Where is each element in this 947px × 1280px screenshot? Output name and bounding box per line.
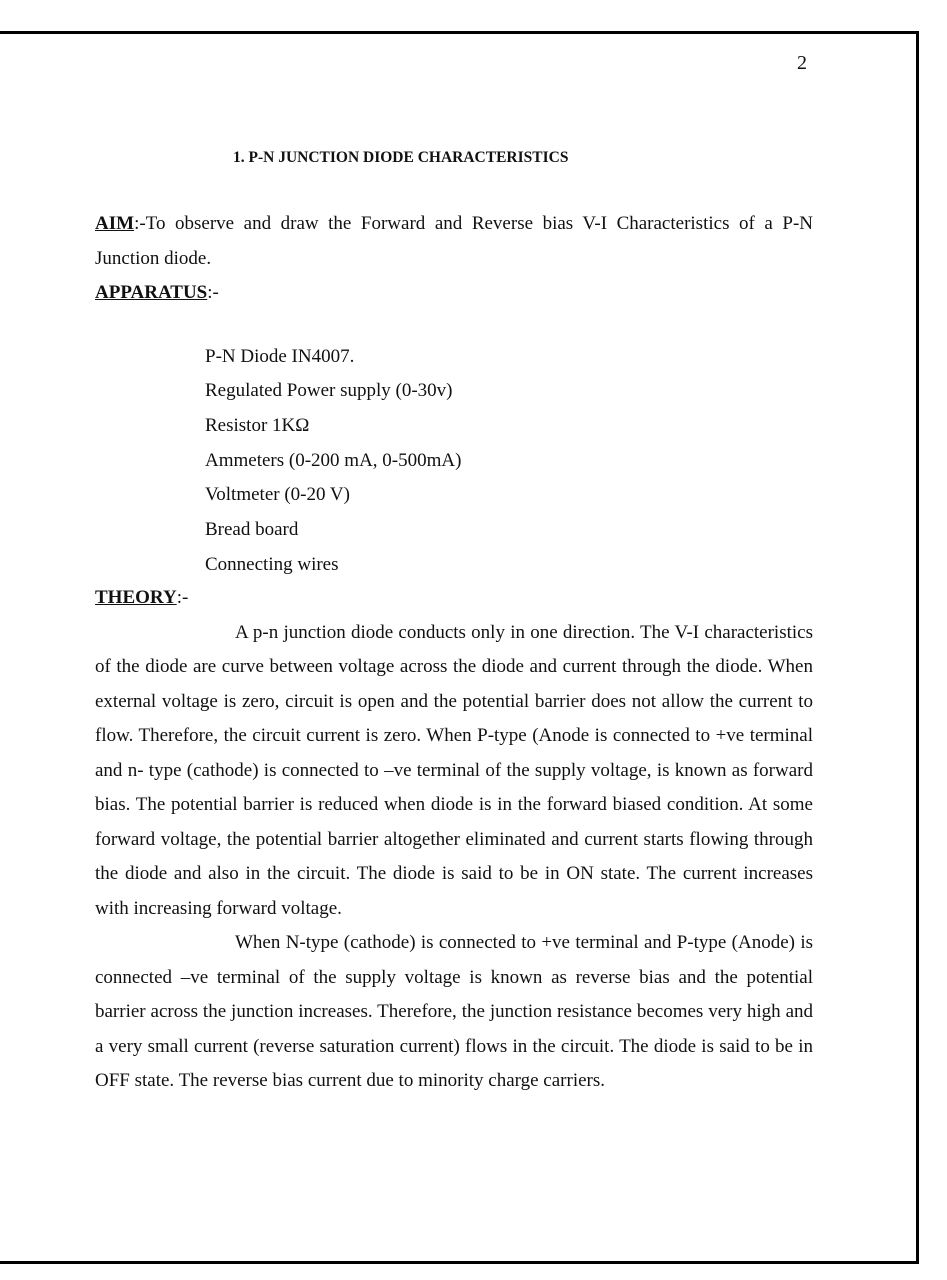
theory-paragraph-reverse-bias: When N-type (cathode) is connected to +ve terminal and P-type (Anode) is connected –ve terminal of the supply voltage is known as reverse bias and the potential barrier across the junction increases. Therefore, the junction resistance becomes very high and a very small current (reverse saturation current) flows in the circuit. The diode is said to be in OFF state. The reverse bias current due to minority charge carriers. bbox=[95, 932, 813, 1092]
spacer bbox=[95, 311, 813, 340]
apparatus-item-power-supply: Regulated Power supply (0-30v) bbox=[205, 380, 453, 402]
page-number: 2 bbox=[797, 52, 807, 74]
aim-paragraph bbox=[95, 207, 813, 276]
apparatus-item-voltmeter: Voltmeter (0-20 V) bbox=[205, 484, 350, 506]
apparatus-item-connecting-wires: Connecting wires bbox=[205, 553, 339, 575]
document-body bbox=[95, 207, 813, 1099]
apparatus-item-ammeters: Ammeters (0-200 mA, 0-500mA) bbox=[205, 449, 462, 471]
aim-label: AIM bbox=[95, 213, 135, 234]
aim-label-suffix: :- bbox=[134, 213, 146, 234]
aim-text: To observe and draw the Forward and Reverse bias V-I Characteristics of a P-N Junction diode. bbox=[95, 213, 813, 269]
apparatus-item-resistor: Resistor 1KΩ bbox=[205, 414, 310, 436]
section-title: 1. P-N JUNCTION DIODE CHARACTERISTICS bbox=[233, 149, 569, 166]
theory-label-suffix: :- bbox=[176, 587, 189, 609]
theory-heading bbox=[95, 581, 813, 616]
apparatus-list bbox=[95, 340, 813, 583]
theory-paragraph-forward-bias: A p-n junction diode conducts only in one direction. The V-I characteristics of the diode are curve between voltage across the diode and current through the diode. When external voltage is zero, circuit is open and the potential barrier does not allow the current to flow. Therefore, the circuit current is zero. When P-type (Anode is connected to +ve terminal and n- type (cathode) is connected to –ve terminal of the supply voltage, is known as forward bias. The potential barrier is reduced when diode is in the forward biased condition. At some forward voltage, the potential barrier altogether eliminated and current starts flowing through the diode and also in the circuit. The diode is said to be in ON state. The current increases with increasing forward voltage. bbox=[95, 621, 813, 919]
apparatus-label: APPARATUS bbox=[95, 282, 208, 303]
apparatus-heading bbox=[95, 276, 813, 311]
apparatus-label-suffix: :- bbox=[207, 282, 219, 303]
theory-label: THEORY bbox=[95, 587, 177, 609]
apparatus-item-diode: P-N Diode IN4007. bbox=[205, 345, 355, 367]
apparatus-item-bread-board: Bread board bbox=[205, 519, 299, 541]
